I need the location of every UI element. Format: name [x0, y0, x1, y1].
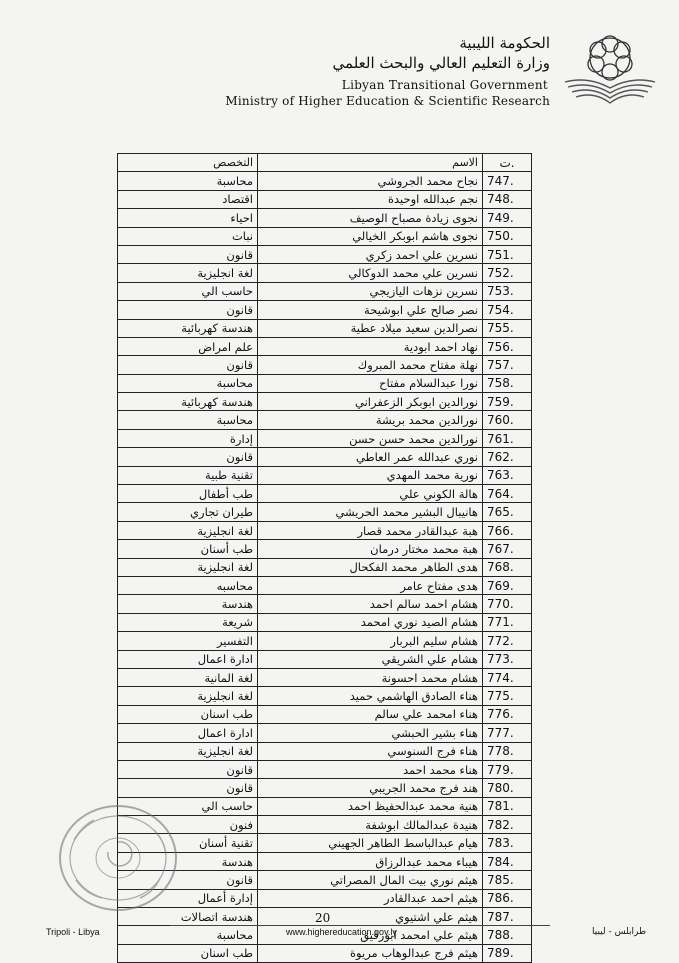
cell-specialty: شريعة: [118, 613, 258, 631]
cell-name: نورا عبدالسلام مفتاح: [258, 374, 483, 392]
cell-specialty: التفسير: [118, 632, 258, 650]
cell-number: 783.: [483, 834, 532, 852]
table-row: [118, 393, 532, 411]
cell-name: نورية محمد المهدي: [258, 466, 483, 484]
cell-specialty: احياء: [118, 209, 258, 227]
cell-specialty: لغة انجليزية: [118, 264, 258, 282]
cell-name: هدى مفتاح عامر: [258, 576, 483, 594]
cell-name: هشام الصيد نوري امحمد: [258, 613, 483, 631]
table-row: [118, 245, 532, 263]
cell-number: 759.: [483, 393, 532, 411]
cell-specialty: طب أطفال: [118, 485, 258, 503]
cell-number: 760.: [483, 411, 532, 429]
letterhead: [225, 28, 550, 108]
table-row: [118, 687, 532, 705]
cell-number: 776.: [483, 705, 532, 723]
cell-specialty: لغة المانية: [118, 668, 258, 686]
cell-specialty: إدارة: [118, 429, 258, 447]
footer-city-en: Tripoli - Libya: [46, 927, 100, 937]
footer-city-ar: طرابلس - ليبيا: [592, 927, 647, 937]
footer-website-link[interactable]: www.highereducation.gov.ly: [286, 927, 397, 937]
cell-name: هناء امحمد علي سالم: [258, 705, 483, 723]
cell-specialty: قانون: [118, 760, 258, 778]
cell-specialty: ادارة اعمال: [118, 724, 258, 742]
cell-number: 769.: [483, 576, 532, 594]
cell-name: هشام علي الشريقي: [258, 650, 483, 668]
cell-specialty: قانون: [118, 301, 258, 319]
cell-specialty: لغة انجليزية: [118, 521, 258, 539]
cell-specialty: حاسب الي: [118, 797, 258, 815]
cell-name: هبة محمد مختار درمان: [258, 540, 483, 558]
table-row: [118, 227, 532, 245]
cell-number: 752.: [483, 264, 532, 282]
cell-specialty: ادارة اعمال: [118, 650, 258, 668]
cell-name: هيثم نوري بيت المال المصراتي: [258, 871, 483, 889]
table-row: [118, 282, 532, 300]
cell-number: 781.: [483, 797, 532, 815]
table-row: [118, 742, 532, 760]
table-row: [118, 613, 532, 631]
cell-name: نجوى هاشم ابوبكر الخيالي: [258, 227, 483, 245]
cell-number: 761.: [483, 429, 532, 447]
cell-name: هنيدة عبدالمالك ابوشفة: [258, 816, 483, 834]
cell-specialty: اقتصاد: [118, 190, 258, 208]
cell-specialty: علم امراض: [118, 337, 258, 355]
cell-number: 785.: [483, 871, 532, 889]
cell-name: هبة عبدالقادر محمد قصار: [258, 521, 483, 539]
cell-specialty: محاسبه: [118, 576, 258, 594]
cell-name: هيام عبدالباسط الطاهر الجهيني: [258, 834, 483, 852]
cell-name: هدى الطاهر محمد الفكحال: [258, 558, 483, 576]
ministry-title-en: Ministry of Higher Education & Scientific Research: [225, 94, 550, 108]
cell-name: هانيبال البشير محمد الحريشي: [258, 503, 483, 521]
cell-number: 758.: [483, 374, 532, 392]
cell-name: هنية محمد عبدالحفيظ احمد: [258, 797, 483, 815]
cell-number: 789.: [483, 944, 532, 962]
cell-specialty: طب اسنان: [118, 944, 258, 962]
table-row: [118, 705, 532, 723]
cell-number: 749.: [483, 209, 532, 227]
cell-number: 775.: [483, 687, 532, 705]
cell-name: هناء محمد احمد: [258, 760, 483, 778]
cell-specialty: تقنية أسنان: [118, 834, 258, 852]
cell-number: 748.: [483, 190, 532, 208]
cell-number: 751.: [483, 245, 532, 263]
cell-specialty: هندسة: [118, 852, 258, 870]
cell-number: 786.: [483, 889, 532, 907]
cell-name: نجم عبدالله اوحيدة: [258, 190, 483, 208]
cell-specialty: محاسبة: [118, 926, 258, 944]
table-row: [118, 503, 532, 521]
cell-name: نصر صالح علي ابوشيحة: [258, 301, 483, 319]
cell-number: 762.: [483, 448, 532, 466]
cell-name: هناء الصادق الهاشمي حميد: [258, 687, 483, 705]
cell-specialty: قانون: [118, 779, 258, 797]
cell-specialty: فنون: [118, 816, 258, 834]
cell-name: هشام محمد احسونة: [258, 668, 483, 686]
cell-name: نسرين علي محمد الدوكالي: [258, 264, 483, 282]
cell-name: هيثم علي اشتيوي: [258, 908, 483, 926]
cell-name: هشام سليم البربار: [258, 632, 483, 650]
table-row: [118, 448, 532, 466]
table-row: [118, 632, 532, 650]
cell-name: نجاح محمد الجروشي: [258, 172, 483, 190]
ministry-title-ar: وزارة التعليم العالي والبحث العلمي: [332, 54, 550, 72]
header-name: الاسم: [258, 154, 483, 172]
cell-specialty: طب أسنان: [118, 540, 258, 558]
cell-number: 782.: [483, 816, 532, 834]
cell-number: 757.: [483, 356, 532, 374]
cell-number: 777.: [483, 724, 532, 742]
table-row: [118, 760, 532, 778]
table-row: [118, 466, 532, 484]
cell-number: 768.: [483, 558, 532, 576]
table-row: [118, 558, 532, 576]
cell-name: نهلة مفتاح محمد المبروك: [258, 356, 483, 374]
table-row: [118, 650, 532, 668]
table-row: [118, 374, 532, 392]
cell-specialty: هندسة: [118, 595, 258, 613]
cell-number: 772.: [483, 632, 532, 650]
cell-name: نصرالدين سعيد ميلاد عطية: [258, 319, 483, 337]
cell-number: 755.: [483, 319, 532, 337]
cell-name: نوري عبدالله عمر العاطي: [258, 448, 483, 466]
cell-name: هيباء محمد عبدالرزاق: [258, 852, 483, 870]
cell-number: 763.: [483, 466, 532, 484]
cell-name: نهاد احمد ابودية: [258, 337, 483, 355]
cell-number: 787.: [483, 908, 532, 926]
cell-specialty: قانون: [118, 448, 258, 466]
table-row: [118, 356, 532, 374]
cell-name: هيثم علي امحمد ابورقيق: [258, 926, 483, 944]
cell-specialty: هندسة كهربائية: [118, 319, 258, 337]
table-row: [118, 540, 532, 558]
cell-number: 747.: [483, 172, 532, 190]
table-row: [118, 337, 532, 355]
cell-name: هناء بشير الحبشي: [258, 724, 483, 742]
table-row: [118, 264, 532, 282]
table-row: [118, 485, 532, 503]
table-row: [118, 429, 532, 447]
ministry-logo-icon: [560, 30, 660, 115]
cell-number: 754.: [483, 301, 532, 319]
header-specialty: التخصص: [118, 154, 258, 172]
cell-specialty: نبات: [118, 227, 258, 245]
cell-specialty: حاسب الي: [118, 282, 258, 300]
cell-number: 779.: [483, 760, 532, 778]
cell-name: نسرين نزهات اليازيجي: [258, 282, 483, 300]
government-title-en: Libyan Transitional Government: [341, 78, 548, 92]
cell-number: 788.: [483, 926, 532, 944]
cell-name: هناء فرج السنوسي: [258, 742, 483, 760]
footer-divider: [170, 925, 550, 926]
cell-number: 764.: [483, 485, 532, 503]
cell-name: هند فرج محمد الجريبي: [258, 779, 483, 797]
cell-number: 765.: [483, 503, 532, 521]
cell-number: 773.: [483, 650, 532, 668]
cell-name: نسرين علي احمد زكري: [258, 245, 483, 263]
table-header-row: [118, 154, 532, 172]
cell-name: نورالدين محمد بريشة: [258, 411, 483, 429]
cell-specialty: لغة انجليزية: [118, 558, 258, 576]
cell-specialty: محاسبة: [118, 172, 258, 190]
table-row: [118, 595, 532, 613]
cell-number: 771.: [483, 613, 532, 631]
table-row: [118, 576, 532, 594]
cell-number: 780.: [483, 779, 532, 797]
cell-name: هيثم فرج عبدالوهاب مريوة: [258, 944, 483, 962]
cell-specialty: هندسة كهربائية: [118, 393, 258, 411]
table-row: [118, 190, 532, 208]
cell-number: 778.: [483, 742, 532, 760]
table-row: [118, 209, 532, 227]
cell-number: 766.: [483, 521, 532, 539]
cell-specialty: محاسبة: [118, 411, 258, 429]
cell-specialty: محاسبة: [118, 374, 258, 392]
table-row: [118, 521, 532, 539]
cell-number: 774.: [483, 668, 532, 686]
cell-number: 753.: [483, 282, 532, 300]
cell-specialty: قانون: [118, 356, 258, 374]
cell-number: 756.: [483, 337, 532, 355]
cell-name: هشام احمد سالم احمد: [258, 595, 483, 613]
cell-name: نورالدين ابوبكر الزعفراني: [258, 393, 483, 411]
cell-specialty: إدارة أعمال: [118, 889, 258, 907]
cell-specialty: تقنية طبية: [118, 466, 258, 484]
table-row: [118, 668, 532, 686]
cell-number: 770.: [483, 595, 532, 613]
cell-specialty: قانون: [118, 245, 258, 263]
table-row: [118, 411, 532, 429]
header-number: ت.: [483, 154, 532, 172]
cell-specialty: هندسة اتصالات: [118, 908, 258, 926]
cell-name: هالة الكوني علي: [258, 485, 483, 503]
table-row: [118, 301, 532, 319]
table-row: [118, 724, 532, 742]
cell-number: 750.: [483, 227, 532, 245]
cell-number: 767.: [483, 540, 532, 558]
cell-specialty: لغة انجليزية: [118, 687, 258, 705]
table-row: [118, 172, 532, 190]
page-number: 20: [315, 911, 331, 925]
cell-name: هيثم احمد عبدالقادر: [258, 889, 483, 907]
government-title-ar: الحكومة الليبية: [459, 34, 550, 52]
cell-specialty: طب اسنان: [118, 705, 258, 723]
cell-name: نجوى زيادة مصباح الوصيف: [258, 209, 483, 227]
official-seal-stamp: [54, 800, 184, 918]
table-row: [118, 319, 532, 337]
cell-specialty: طيران تجاري: [118, 503, 258, 521]
table-row: [118, 779, 532, 797]
cell-name: نورالدين محمد حسن حسن: [258, 429, 483, 447]
cell-specialty: قانون: [118, 871, 258, 889]
cell-specialty: لغة انجليزية: [118, 742, 258, 760]
cell-number: 784.: [483, 852, 532, 870]
